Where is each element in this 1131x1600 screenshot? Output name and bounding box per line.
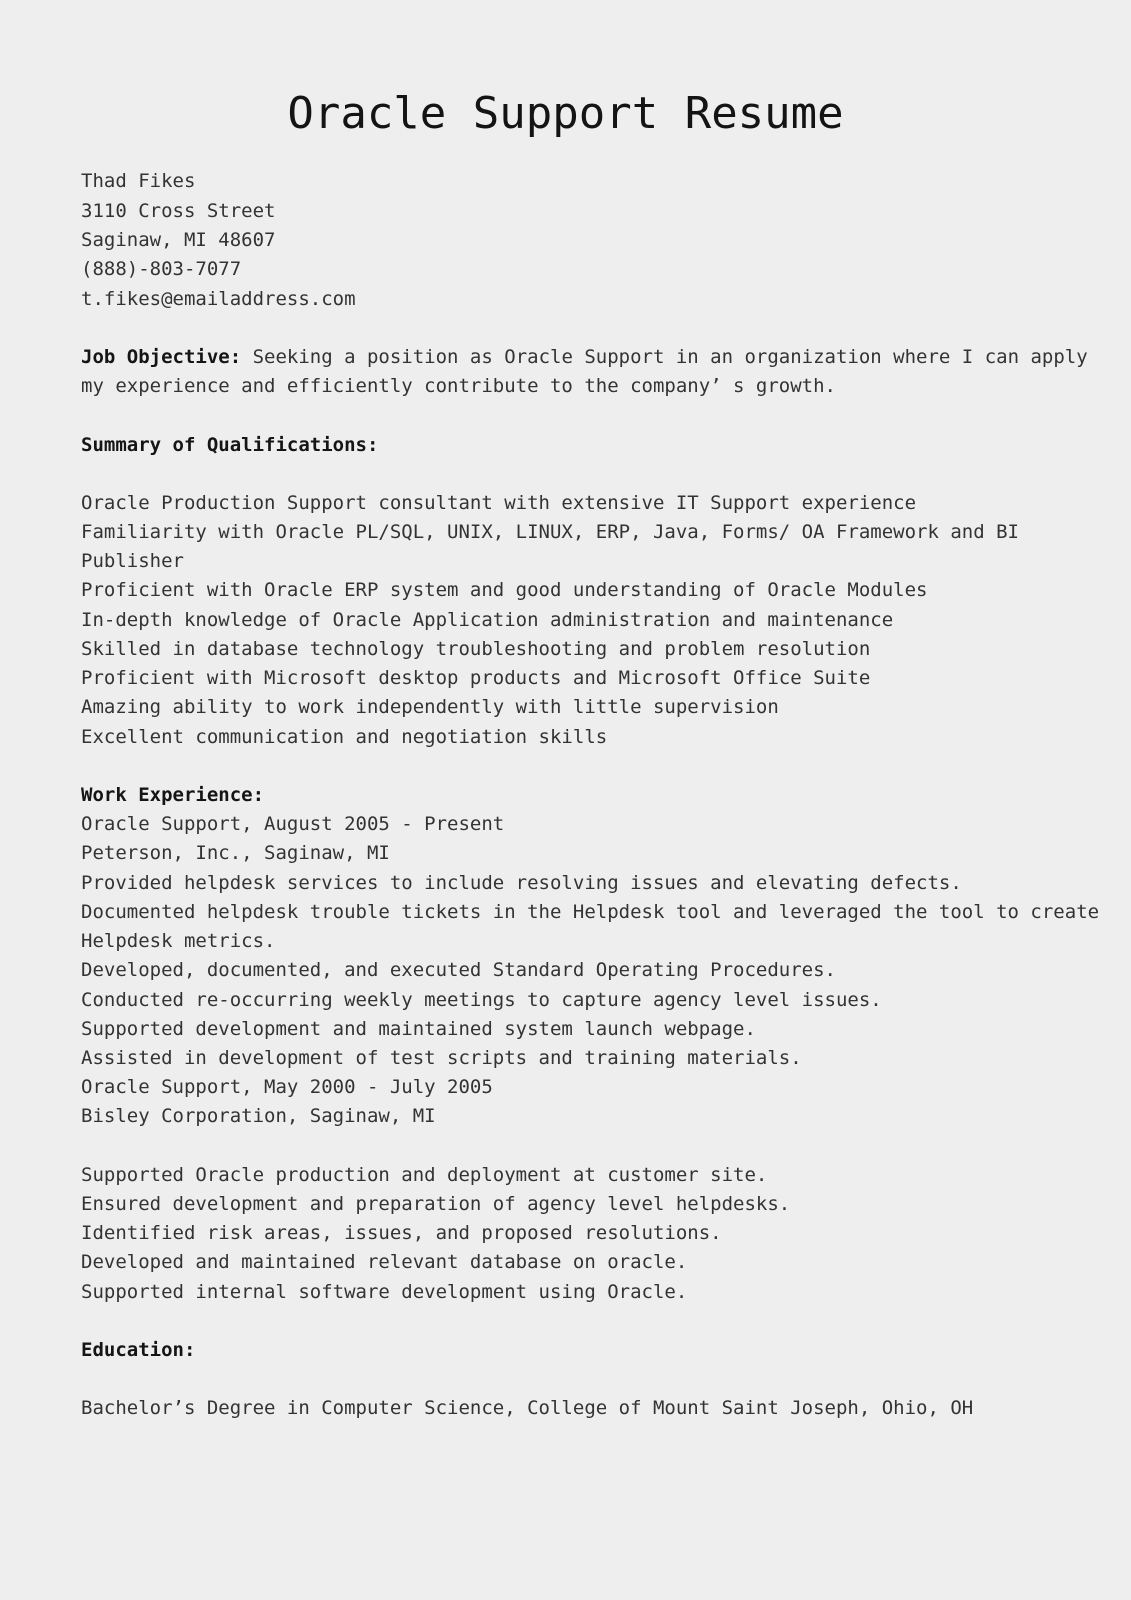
summary-item: In-depth knowledge of Oracle Application administration and maintenance — [81, 609, 894, 631]
job-1-duty: Provided helpdesk services to include resolving issues and elevating defects. — [81, 872, 962, 894]
summary-item: Amazing ability to work independently with little supervision — [81, 696, 779, 718]
job-2-duty: Ensured development and preparation of agency level helpdesks. — [81, 1193, 791, 1215]
education-item: Bachelor’s Degree in Computer Science, College of Mount Saint Joseph, Ohio, OH — [81, 1397, 974, 1419]
contact-email: t.fikes@emailaddress.com — [81, 288, 356, 310]
summary-item: Excellent communication and negotiation skills — [81, 726, 608, 748]
summary-item: Publisher — [81, 550, 184, 572]
job-1-duty: Conducted re-occurring weekly meetings to capture agency level issues. — [81, 989, 882, 1011]
job-2-title: Oracle Support, May 2000 - July 2005 — [81, 1076, 493, 1098]
summary-item: Proficient with Oracle ERP system and good understanding of Oracle Modules — [81, 579, 928, 601]
job-1-company: Peterson, Inc., Saginaw, MI — [81, 842, 390, 864]
job-1-duty: Developed, documented, and executed Standard Operating Procedures. — [81, 959, 836, 981]
contact-name: Thad Fikes — [81, 170, 196, 192]
contact-street: 3110 Cross Street — [81, 200, 276, 222]
summary-item: Proficient with Microsoft desktop products and Microsoft Office Suite — [81, 667, 871, 689]
experience-heading: Work Experience: — [81, 784, 265, 806]
job-2-duty: Supported Oracle production and deployment at customer site. — [81, 1164, 768, 1186]
objective-line-1 — [81, 344, 1088, 370]
job-2-duty: Supported internal software development using Oracle. — [81, 1281, 688, 1303]
job-2-duty: Identified risk areas, issues, and proposed resolutions. — [81, 1222, 722, 1244]
resume-title: Oracle Support Resume — [287, 88, 844, 139]
objective-text-1: Seeking a position as Oracle Support in an organization where I can apply — [241, 346, 1088, 368]
job-1-title: Oracle Support, August 2005 - Present — [81, 813, 505, 835]
job-1-duty: Helpdesk metrics. — [81, 930, 276, 952]
contact-city: Saginaw, MI 48607 — [81, 229, 276, 251]
job-1-duty: Supported development and maintained system launch webpage. — [81, 1018, 756, 1040]
objective-label: Job Objective: — [81, 346, 242, 368]
job-1-duty: Documented helpdesk trouble tickets in the Helpdesk tool and leveraged the tool to create — [81, 901, 1100, 923]
job-2-duty: Developed and maintained relevant database on oracle. — [81, 1251, 688, 1273]
contact-phone: (888)-803-7077 — [81, 258, 242, 280]
job-1-duty: Assisted in development of test scripts and training materials. — [81, 1047, 802, 1069]
summary-item: Familiarity with Oracle PL/SQL, UNIX, LINUX, ERP, Java, Forms/ OA Framework and BI — [81, 521, 1019, 543]
education-heading: Education: — [81, 1339, 196, 1361]
objective-line-2: my experience and efficiently contribute to the company’ s growth. — [81, 375, 836, 397]
summary-heading: Summary of Qualifications: — [81, 434, 379, 456]
summary-item: Oracle Production Support consultant with extensive IT Support experience — [81, 492, 917, 514]
job-2-company: Bisley Corporation, Saginaw, MI — [81, 1105, 436, 1127]
summary-item: Skilled in database technology troubleshooting and problem resolution — [81, 638, 871, 660]
